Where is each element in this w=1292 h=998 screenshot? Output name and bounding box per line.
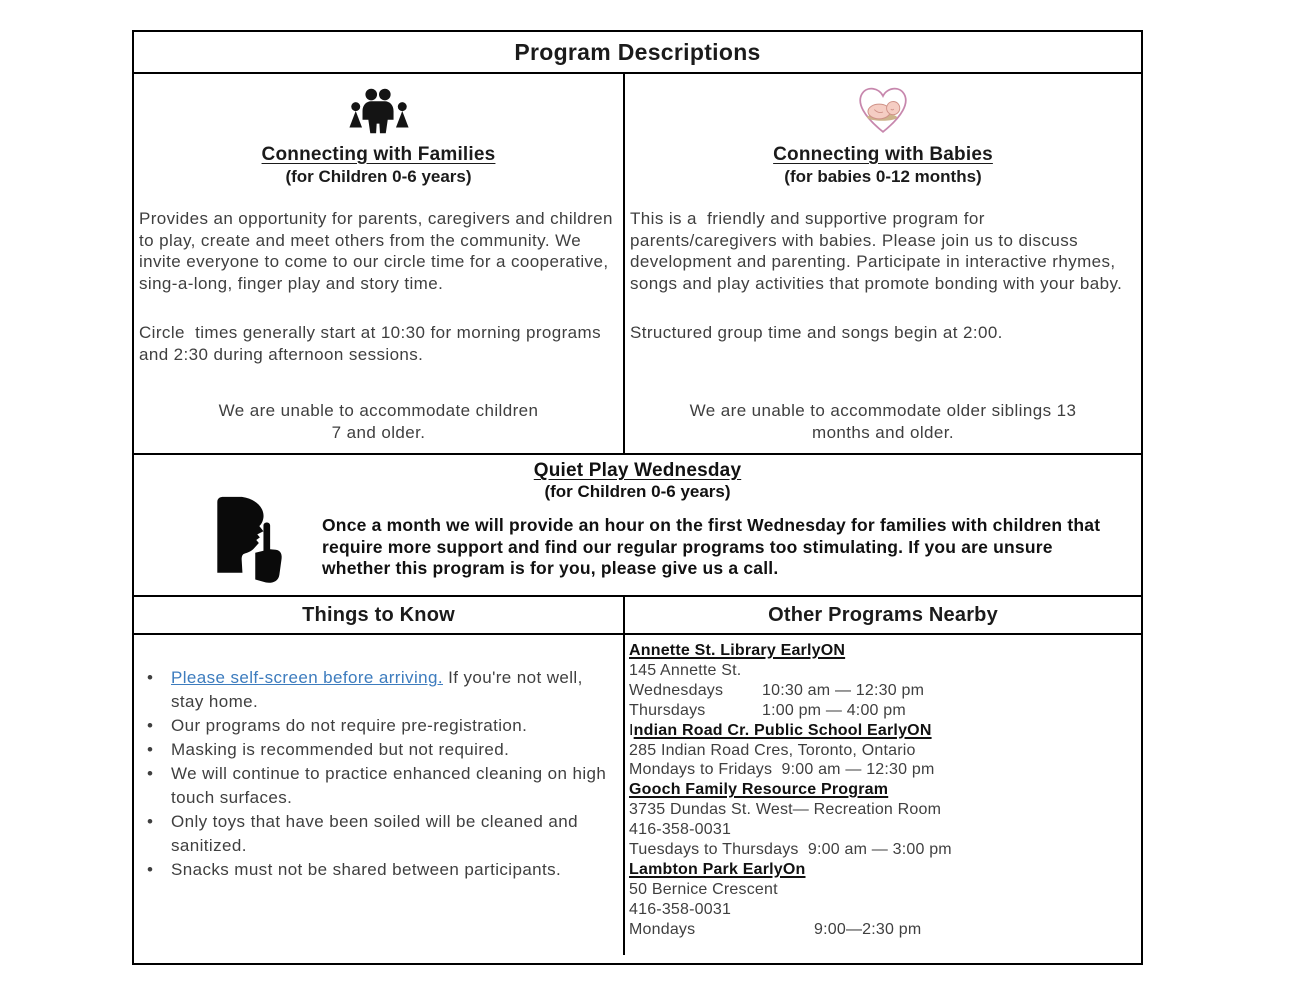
list-item: • Only toys that have been soiled will be cleaned and sanitized. bbox=[134, 810, 623, 858]
bullet-icon: • bbox=[147, 812, 154, 831]
list-item: • Masking is recommended but not required. bbox=[134, 738, 623, 762]
page-title: Program Descriptions bbox=[514, 38, 761, 65]
things-to-know-list bbox=[134, 666, 623, 882]
other-programs-header: Other Programs Nearby bbox=[768, 603, 998, 626]
bullet-icon: • bbox=[147, 860, 154, 879]
program-schedule: Wednesdays 10:30 am — 12:30 pm bbox=[629, 681, 925, 699]
table-title-row bbox=[134, 32, 1141, 74]
connecting-with-families-cell bbox=[134, 74, 625, 453]
families-subheading: (for Children 0-6 years) bbox=[285, 167, 472, 186]
family-icon bbox=[134, 82, 623, 140]
families-heading: Connecting with Families bbox=[261, 144, 496, 165]
program-name: Indian Road Cr. Public School EarlyON bbox=[629, 721, 932, 739]
babies-paragraph-1: This is a friendly and supportive program for parents/caregivers with babies. Please join us to discuss development and parenting. Participate in interactive rhymes, songs and play activities that promote bonding with your baby. bbox=[630, 209, 1123, 294]
self-screen-link[interactable]: Please self-screen before arriving. bbox=[171, 668, 443, 687]
babies-paragraph-2: Structured group time and songs begin at 2:00. bbox=[630, 322, 1003, 342]
baby-heart-icon bbox=[625, 82, 1141, 140]
program-schedule: Thursdays 1:00 pm — 4:00 pm bbox=[629, 701, 906, 719]
bullet-icon: • bbox=[147, 716, 154, 735]
bullet-icon: • bbox=[147, 764, 154, 783]
program-address: 145 Annette St. bbox=[629, 661, 742, 679]
list-item: • We will continue to practice enhanced cleaning on high touch surfaces. bbox=[134, 762, 623, 810]
program-address: 285 Indian Road Cres, Toronto, Ontario bbox=[629, 741, 916, 759]
bottom-content-row bbox=[134, 635, 1141, 955]
program-schedule: Mondays 9:00—2:30 pm bbox=[629, 920, 922, 938]
babies-heading: Connecting with Babies bbox=[773, 144, 993, 165]
quiet-play-body: Once a month we will provide an hour on the first Wednesday for families with children that require more support and find our regular programs too stimulating. If you are unsure whether this program is for you, please give us a call. bbox=[322, 515, 1106, 578]
list-item: • Please self-screen before arriving. If you're not well, stay home. bbox=[134, 666, 623, 714]
babies-note: We are unable to accommodate older siblings 13 months and older. bbox=[689, 401, 1077, 442]
list-item: • Our programs do not require pre-registration. bbox=[134, 714, 623, 738]
program-name: Lambton Park EarlyOn bbox=[629, 860, 806, 878]
program-phone: 416-358-0031 bbox=[629, 821, 732, 839]
quiet-play-row bbox=[134, 455, 1141, 597]
section-headers-row bbox=[134, 597, 1141, 635]
connecting-with-babies-cell bbox=[625, 74, 1141, 453]
quiet-play-heading: Quiet Play Wednesday bbox=[533, 460, 742, 481]
shush-icon bbox=[205, 493, 285, 594]
program-descriptions-table bbox=[132, 30, 1143, 965]
families-paragraph-1: Provides an opportunity for parents, caregivers and children to play, create and meet others from the community. We invite everyone to come to our circle time for a cooperative, sing-a-long, finger play and story time. bbox=[139, 209, 618, 294]
program-schedule: Tuesdays to Thursdays 9:00 am — 3:00 pm bbox=[629, 841, 952, 859]
babies-subheading: (for babies 0-12 months) bbox=[784, 167, 982, 186]
things-to-know-header: Things to Know bbox=[134, 597, 625, 633]
quiet-play-subheading: (for Children 0-6 years) bbox=[544, 482, 731, 501]
other-programs-cell bbox=[625, 635, 1141, 955]
program-address: 3735 Dundas St. West— Recreation Room bbox=[629, 801, 942, 819]
bullet-icon: • bbox=[147, 668, 154, 687]
programs-row bbox=[134, 74, 1141, 455]
families-paragraph-2: Circle times generally start at 10:30 for morning programs and 2:30 during afternoon sessions. bbox=[139, 322, 607, 364]
list-item: • Snacks must not be shared between participants. bbox=[134, 858, 623, 882]
families-note: We are unable to accommodate children 7 and older. bbox=[218, 401, 539, 442]
program-address: 50 Bernice Crescent bbox=[629, 880, 778, 898]
program-schedule: Mondays to Fridays 9:00 am — 12:30 pm bbox=[629, 761, 935, 779]
bullet-icon: • bbox=[147, 740, 154, 759]
program-phone: 416-358-0031 bbox=[629, 900, 732, 918]
program-name: Annette St. Library EarlyON bbox=[629, 642, 846, 659]
program-name: Gooch Family Resource Program bbox=[629, 781, 889, 799]
things-to-know-cell bbox=[134, 635, 625, 955]
